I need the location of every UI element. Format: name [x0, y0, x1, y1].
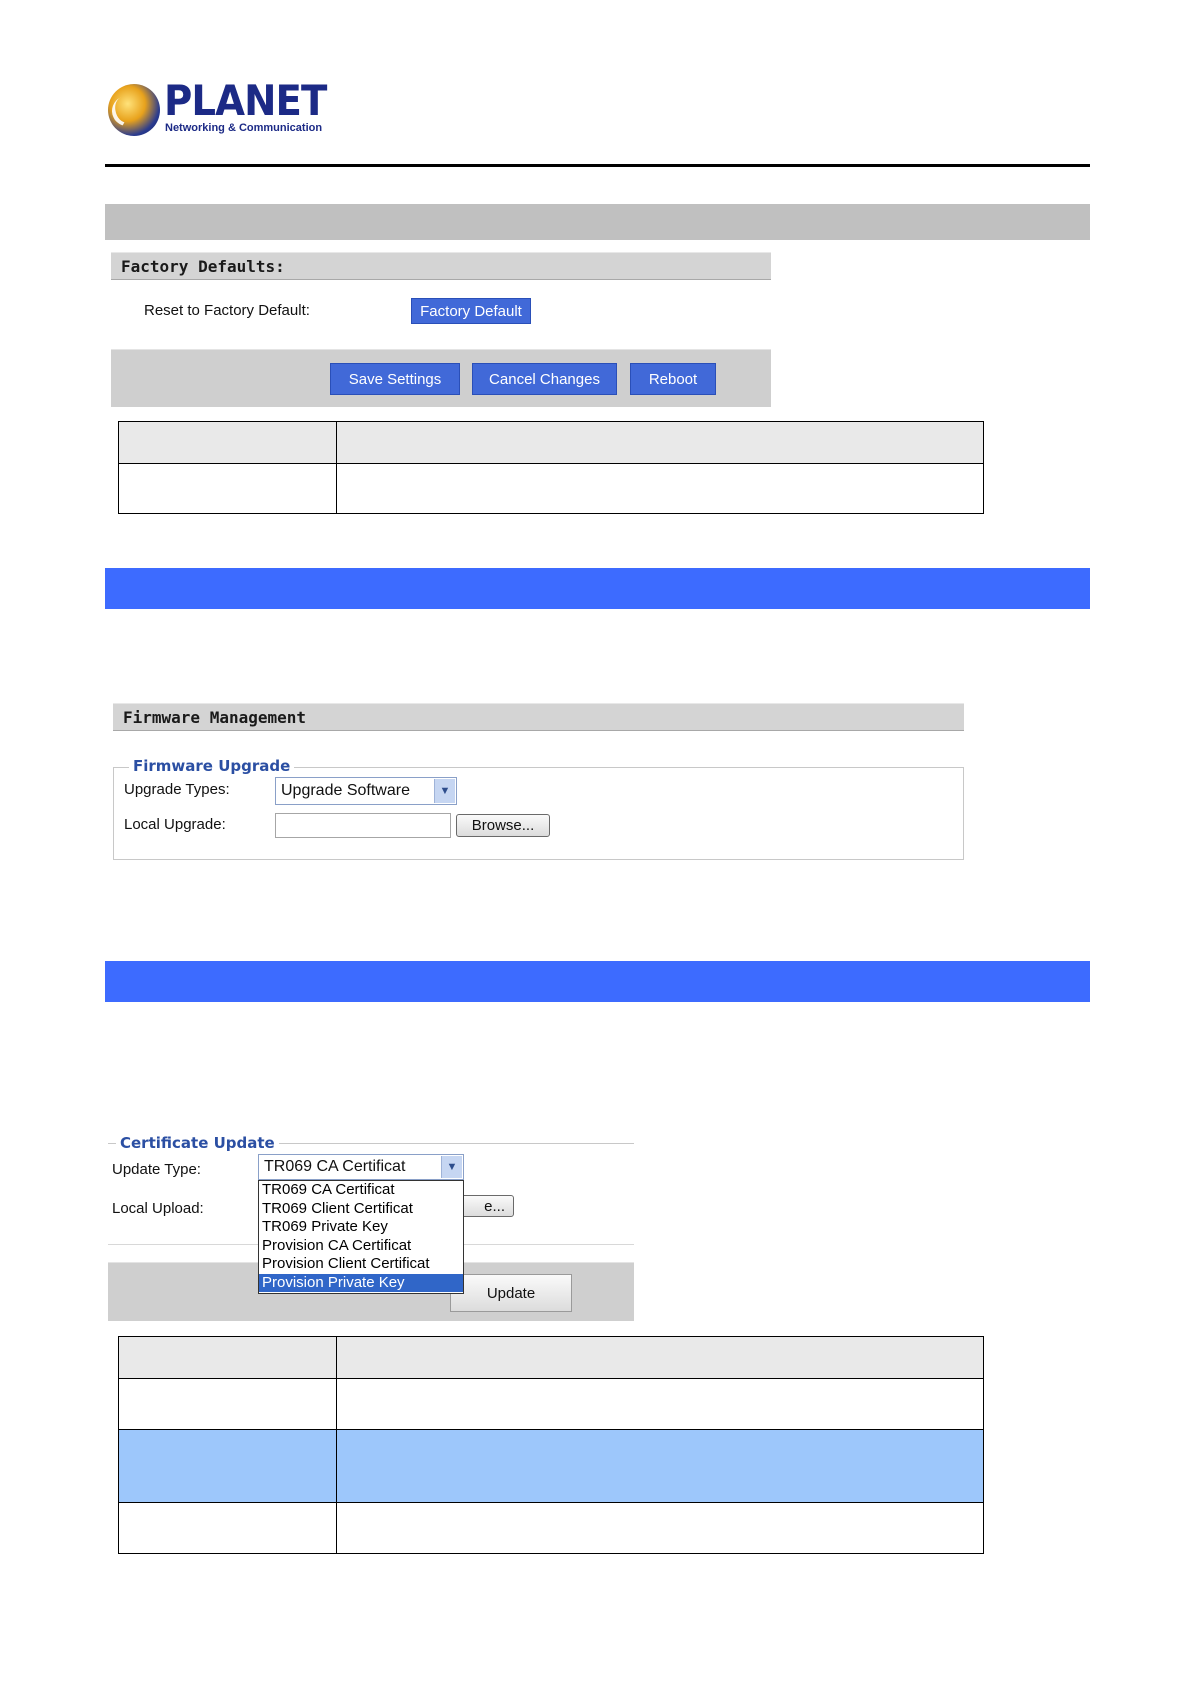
table-row [119, 1503, 984, 1554]
dropdown-option[interactable]: Provision Client Certificat [262, 1255, 430, 1272]
dropdown-option[interactable]: TR069 CA Certificat [262, 1181, 395, 1198]
upgrade-types-select[interactable] [275, 777, 457, 805]
update-type-label: Update Type: [112, 1161, 201, 1178]
chevron-down-icon[interactable]: ▼ [434, 779, 455, 803]
save-settings-button[interactable]: Save Settings [330, 363, 460, 395]
update-button[interactable]: Update [450, 1274, 572, 1312]
table-row [119, 1379, 984, 1430]
logo-tagline: Networking & Communication [165, 122, 323, 134]
dropdown-option[interactable]: TR069 Private Key [262, 1218, 388, 1235]
upgrade-types-label: Upgrade Types: [124, 781, 230, 798]
certificate-update-legend: Certificate Update [116, 1134, 279, 1152]
section-band-blue [105, 568, 1090, 609]
dropdown-option-highlighted[interactable]: Provision Private Key [259, 1274, 463, 1293]
factory-default-button[interactable]: Factory Default [411, 298, 531, 324]
certificate-table [118, 1336, 984, 1554]
table-header-row [119, 1337, 984, 1379]
reset-factory-default-label: Reset to Factory Default: [144, 302, 310, 319]
update-type-value: TR069 CA Certificat [264, 1158, 406, 1175]
section-band-blue-2 [105, 961, 1090, 1002]
section-heading-band [105, 204, 1090, 240]
upgrade-types-value: Upgrade Software [281, 782, 410, 799]
factory-defaults-table [118, 421, 984, 514]
header-divider [105, 164, 1090, 167]
local-upload-label: Local Upload: [112, 1200, 204, 1217]
table-header-row [119, 422, 984, 464]
certificate-browse-button[interactable]: e... [440, 1195, 514, 1217]
update-type-select[interactable] [258, 1154, 464, 1180]
local-upgrade-label: Local Upgrade: [124, 816, 226, 833]
local-upgrade-input[interactable] [275, 813, 451, 838]
factory-defaults-title: Factory Defaults: [111, 252, 771, 280]
chevron-down-icon[interactable]: ▼ [441, 1156, 462, 1178]
reboot-button[interactable]: Reboot [630, 363, 716, 395]
update-type-dropdown-list[interactable] [258, 1180, 464, 1294]
logo-text: PLANET [164, 76, 327, 125]
firmware-browse-button[interactable]: Browse... [456, 814, 550, 837]
table-row [119, 464, 984, 514]
firmware-upgrade-legend: Firmware Upgrade [129, 757, 294, 775]
firmware-management-title: Firmware Management [113, 703, 964, 731]
cancel-changes-button[interactable]: Cancel Changes [472, 363, 617, 395]
dropdown-option[interactable]: TR069 Client Certificat [262, 1199, 413, 1217]
table-row-highlighted [119, 1430, 984, 1503]
dropdown-option[interactable]: Provision CA Certificat [262, 1236, 412, 1254]
